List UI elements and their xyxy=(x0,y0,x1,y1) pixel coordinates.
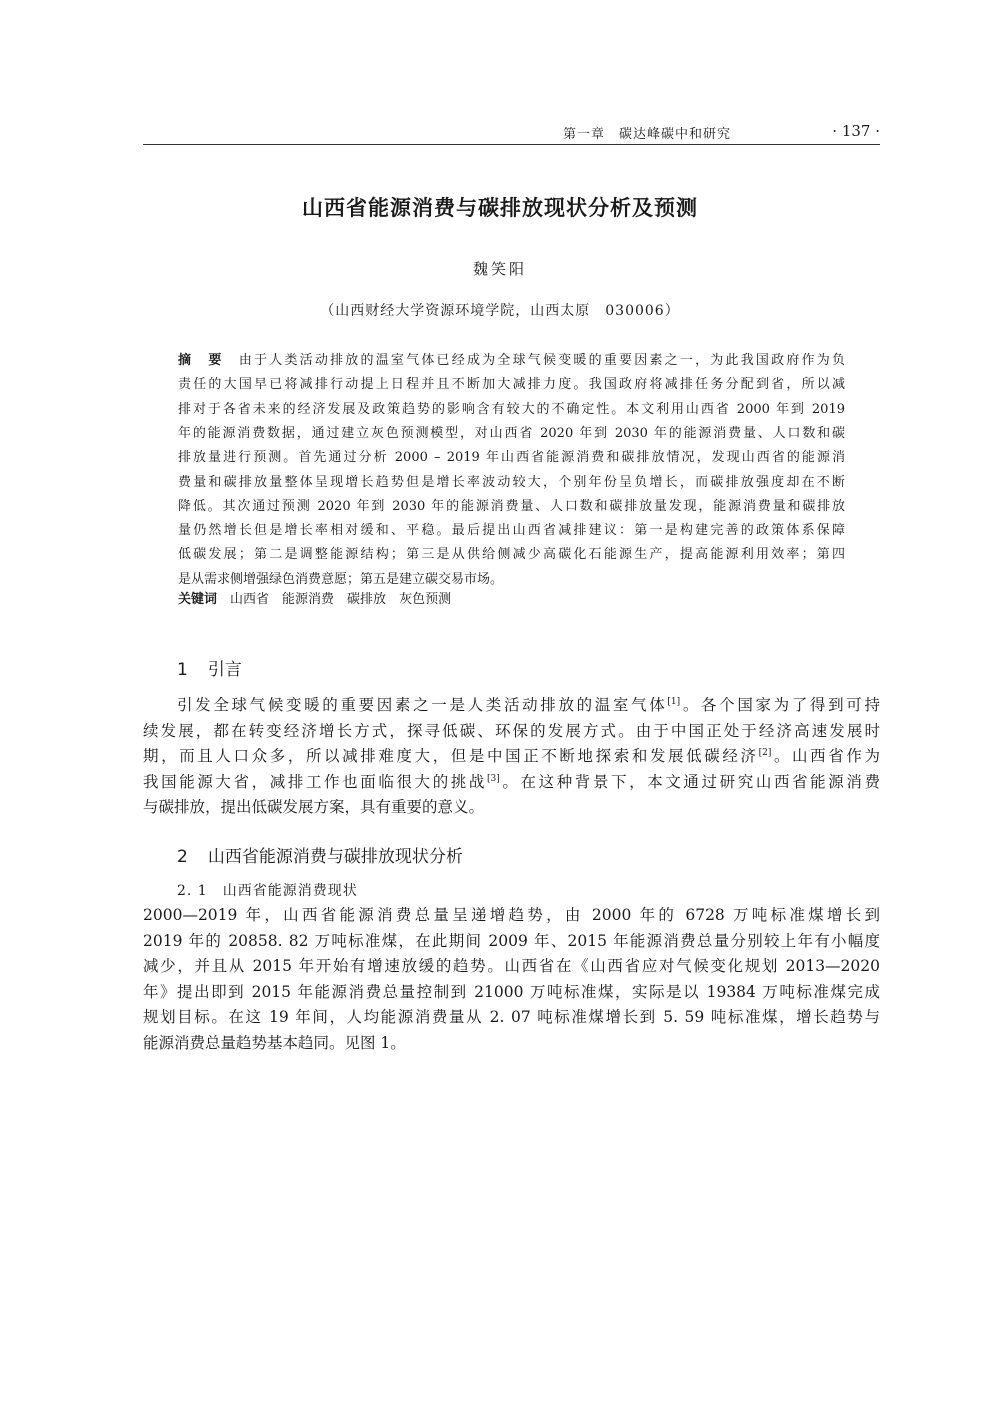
body-line: 规划目标。在这 19 年间，人均能源消费量从 2. 07 吨标准煤增长到 5. 59 吨标准煤，增长趋势与 xyxy=(143,1008,880,1026)
abstract-line: 排对于各省未来的经济发展及政策趋势的影响含有较大的不确定性。本文利用山西省 2000 年到 2019 xyxy=(178,401,845,417)
section-title: 山西省能源消费与碳排放现状分析 xyxy=(207,847,463,867)
abstract-line: 排放量进行预测。首先通过分析 2000 – 2019 年山西省能源消费和碳排放情况，发现山西省的能源消 xyxy=(178,450,845,466)
body-line: 期，而且人口众多，所以减排难度大，但是中国正不断地探索和发展低碳经济[2]。山西省作为 xyxy=(143,747,880,765)
paper-title: 山西省能源消费与碳排放现状分析及预测 xyxy=(302,196,698,220)
section-title: 引言 xyxy=(207,660,242,680)
abstract-line: 是从需求侧增强绿色消费意愿；第五是建立碳交易市场。 xyxy=(178,571,504,587)
body-line: 2019 年的 20858. 82 万吨标准煤，在此期间 2009 年、2015 年能源消费总量分别较上年有小幅度 xyxy=(143,931,880,950)
keywords xyxy=(178,588,845,613)
abstract-line: 费量和碳排放量整体呈现增长趋势但是增长率波动较大，个别年份呈负增长，而碳排放强度却在不断 xyxy=(178,474,845,490)
abstract-line: 量仍然增长但是增长率相对缓和、平稳。最后提出山西省减排建议：第一是构建完善的政策体系保障 xyxy=(178,523,845,539)
body-line: 年》提出即到 2015 年能源消费总量控制到 21000 万吨标准煤，实际是以 19384 万吨标准煤完成 xyxy=(143,982,880,1001)
page-number: · 137 · xyxy=(832,122,880,140)
body-line: 能源消费总量趋势基本趋同。见图 1。 xyxy=(143,1033,406,1052)
abstract-line: 降低。其次通过预测 2020 年到 2030 年的能源消费量、人口数和碳排放量发现，能源消费量和碳排放 xyxy=(178,498,845,514)
abstract-line: 年的能源消费数据，通过建立灰色预测模型，对山西省 2020 年到 2030 年的能源消费量、人口数和碳 xyxy=(178,425,845,441)
citation: [2] xyxy=(758,748,772,758)
keywords-label: 关键词 xyxy=(178,592,218,607)
keyword: 灰色预测 xyxy=(386,592,452,607)
keyword: 碳排放 xyxy=(334,592,387,607)
body-line: 我国能源大省，减排工作也面临很大的挑战[3]。在这种背景下，本文通过研究山西省能源消费 xyxy=(143,772,880,791)
abstract-line: 责任的大国早已将减排行动提上日程并且不断加大减排力度。我国政府将减排任务分配到省，所以减 xyxy=(178,377,845,393)
keyword: 能源消费 xyxy=(269,592,335,607)
body-line: 引发全球气候变暖的重要因素之一是人类活动排放的温室气体[1]。各个国家为了得到可持 xyxy=(177,696,880,714)
abstract-line: 摘 要 由于人类活动排放的温室气体已经成为全球气候变暖的重要因素之一，为此我国政府作为负 xyxy=(178,353,845,368)
body-line: 减少，并且从 2015 年开始有增速放缓的趋势。山西省在《山西省应对气候变化规划 2013—2020 xyxy=(143,957,880,975)
body-line: 2000—2019 年，山西省能源消费总量呈递增趋势，由 2000 年的 6728 万吨标准煤增长到 xyxy=(143,906,880,924)
section-number: 1 xyxy=(177,660,188,680)
citation: [3] xyxy=(487,773,500,784)
section-number: 2 xyxy=(177,847,188,867)
subsection-2-1-heading: 2. 1 山西省能源消费现状 xyxy=(177,883,358,899)
running-header xyxy=(143,120,880,145)
abstract-line: 低碳发展；第二是调整能源结构；第三是从供给侧减少高碳化石能源生产，提高能源利用效率；第四 xyxy=(178,547,845,563)
author: 魏笑阳 xyxy=(472,260,527,278)
abstract-label: 摘 要 xyxy=(178,353,239,368)
chapter-title: 第一章 碳达峰碳中和研究 xyxy=(563,127,732,142)
body-line: 续发展，都在转变经济增长方式，探寻低碳、环保的发展方式。由于中国正处于经济高速发展时 xyxy=(143,721,880,740)
section-1-heading xyxy=(177,655,262,680)
citation: [1] xyxy=(667,697,681,707)
keyword: 山西省 xyxy=(217,592,270,607)
body-line: 与碳排放，提出低碳发展方案，具有重要的意义。 xyxy=(143,798,485,816)
affiliation: （山西财经大学资源环境学院，山西太原 030006） xyxy=(320,303,680,319)
section-2-heading xyxy=(177,842,483,867)
